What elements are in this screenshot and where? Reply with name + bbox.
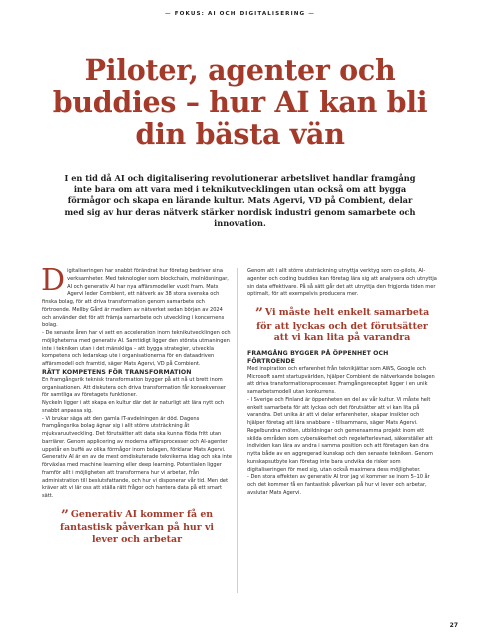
pull-quote	[247, 307, 437, 344]
body-paragraph: - I Sverige och Finland är öppenheten en del av vår kultur. Vi måste helt enkelt samarbeta för att lyckas och det förutsätter att vi kan lita på varandra. Det unika är att vi delar erfarenheter, skapar insikter och hjälper företag att lära snabbare – tillsammans, säger Mats Agervi.	[247, 396, 431, 427]
intro-paragraph	[41, 263, 232, 330]
body-paragraph: Regelbundna möten, utbildningar och gemensamma projekt inom ett skilda områden som cybersäkerhet och regelefterlevnad, säkerställer att individen kan lära av andra i samma position och att företagen kan dra nytta både av en aggregerad kunskap och den senaste tekniken. Genom kunskapsutbyte kan företag inte bara undvika de risker som digitaliseringen för med sig, utan också maximera dess möjligheter.	[247, 427, 433, 473]
subheading: RÄTT KOMPETENS FÖR TRANSFORMATION	[42, 368, 192, 376]
body-paragraph: Generativ AI är en av de mest omdiskuterade teknikerna idag och ska inte förväxlas med machine learning eller deep learning. Potentialen ligger framför allt i möjligheten att transformera hur vi arbetar, från administration till beslutsfattande, och hur vi disponerar vår tid. Men det kräver att vi lär oss att ställa rätt frågor och hantera data på ett smart sätt.	[42, 454, 232, 499]
pull-quote-text: Vi måste helt enkelt samarbeta för att lyckas och det förutsätter att vi kan lita på varandra	[256, 307, 430, 344]
quote-mark-icon: ”	[60, 507, 69, 524]
quote-mark-icon: ”	[254, 306, 263, 322]
pull-quote	[42, 509, 232, 546]
right-column	[247, 268, 437, 498]
body-paragraph: igitaliseringen har snabbt förändrat hur företag bedriver sina verksamheter. Med teknologier som blockchain, molnlösningar, AI och generativ AI har nya affärsmodeller vuxit fram. Mats Agervi leder Combient, ett nätverk av 38 stora svenska och finska bolag, för att driva transformation genom samarbete och förtroende. Mellby Gård är medlem av nätverket sedan början av 2024 och använder det för att främja samarbete och utveckling i koncernens bolag.	[42, 268, 229, 329]
left-column	[41, 263, 232, 552]
body-paragraph: Nyckeln ligger i att skapa en kultur där det är naturligt att lära nytt och snabbt anpassa sig.	[42, 400, 225, 414]
body-paragraph: - De senaste åren har vi sett en acceleration inom teknikutvecklingen och möjligheterna med generativ AI. Samtidigt ligger den största utmaningen inte i tekniken utan i det mänskliga – att bygga strategier, utveckla kompetens och ledarskap ute i organisationerna för en dataadriven affärsmodell och framtid, säger Mats Agervi, VD på Combient.	[42, 330, 231, 367]
section-label-text: FOKUS: AI OCH DIGITALISERING	[174, 11, 306, 17]
section-label: — FOKUS: AI OCH DIGITALISERING —	[165, 11, 315, 17]
dropcap: D	[41, 263, 66, 298]
body-paragraph: Med inspiration och erfarenhet från teknikjättar som AWS, Google och Microsoft samt startupvärlden, hjälper Combient de nätverkande bolagen att driva transformationsprocesser. Framgångsreceptet ligger i en unik samarbetsmodell utan konkurrens.	[247, 365, 435, 396]
body-paragraph: En framgångsrik teknisk transformation bygger på att nå ut brett inom organisationen. Att diskutera och driva transformation får konsekvenser för samtliga av företagets funktioner.	[42, 376, 227, 399]
subheading: FRAMGÅNG BYGGER PÅ ÖPPENHET OCH FÖRTROENDE	[247, 349, 389, 365]
body-paragraph: Genom att i allt större utsträckning utnyttja verktyg som co-pilots, AI-agenter och coding buddies kan företag lära sig att analysera och utnyttja sin data effektivare. På så sätt går det att utnyttja den frigjorda tiden mer optimalt, för att exempelvis producera mer.	[247, 268, 437, 298]
body-paragraph: - Vi brukar säga att den gamla IT-avdelningen är död. Dagens framgångsrika bolag ägnar sig i allt större utsträckning åt mjukvaruutveckling. Det förutsätter att data ska kunna flöda fritt utan barriärer. Genom applicering av moderna affärsprocesser och AI-agenter uppstår en buffé av olika förmågor inom bolagen, förklarar Mats Agervi.	[42, 415, 228, 453]
pull-quote-text: Generativ AI kommer få en fantastisk påverkan på hur vi lever och arbetar	[60, 508, 214, 545]
headline: Piloter, agenter och buddies – hur AI kan bli din bästa vän	[52, 53, 428, 151]
body-paragraph: - Den stora effekten av generativ AI tror jag vi kommer se inom 5–10 år och det kommer få en fantastisk påverkan på hur vi lever och arbetar, avslutar Mats Agervi.	[247, 474, 430, 496]
column-divider	[237, 268, 238, 593]
page-number: 27	[449, 622, 458, 629]
lead-paragraph: I en tid då AI och digitalisering revolutionerar arbetslivet handlar framgång inte bara om att vara med i teknikutvecklingen utan också om att bygga förmågor och skapa en lärande kultur. Mats Agervi, VD på Combient, delar med sig av hur deras nätverk stärker nordisk industri genom samarbete och innovation.	[64, 173, 416, 228]
